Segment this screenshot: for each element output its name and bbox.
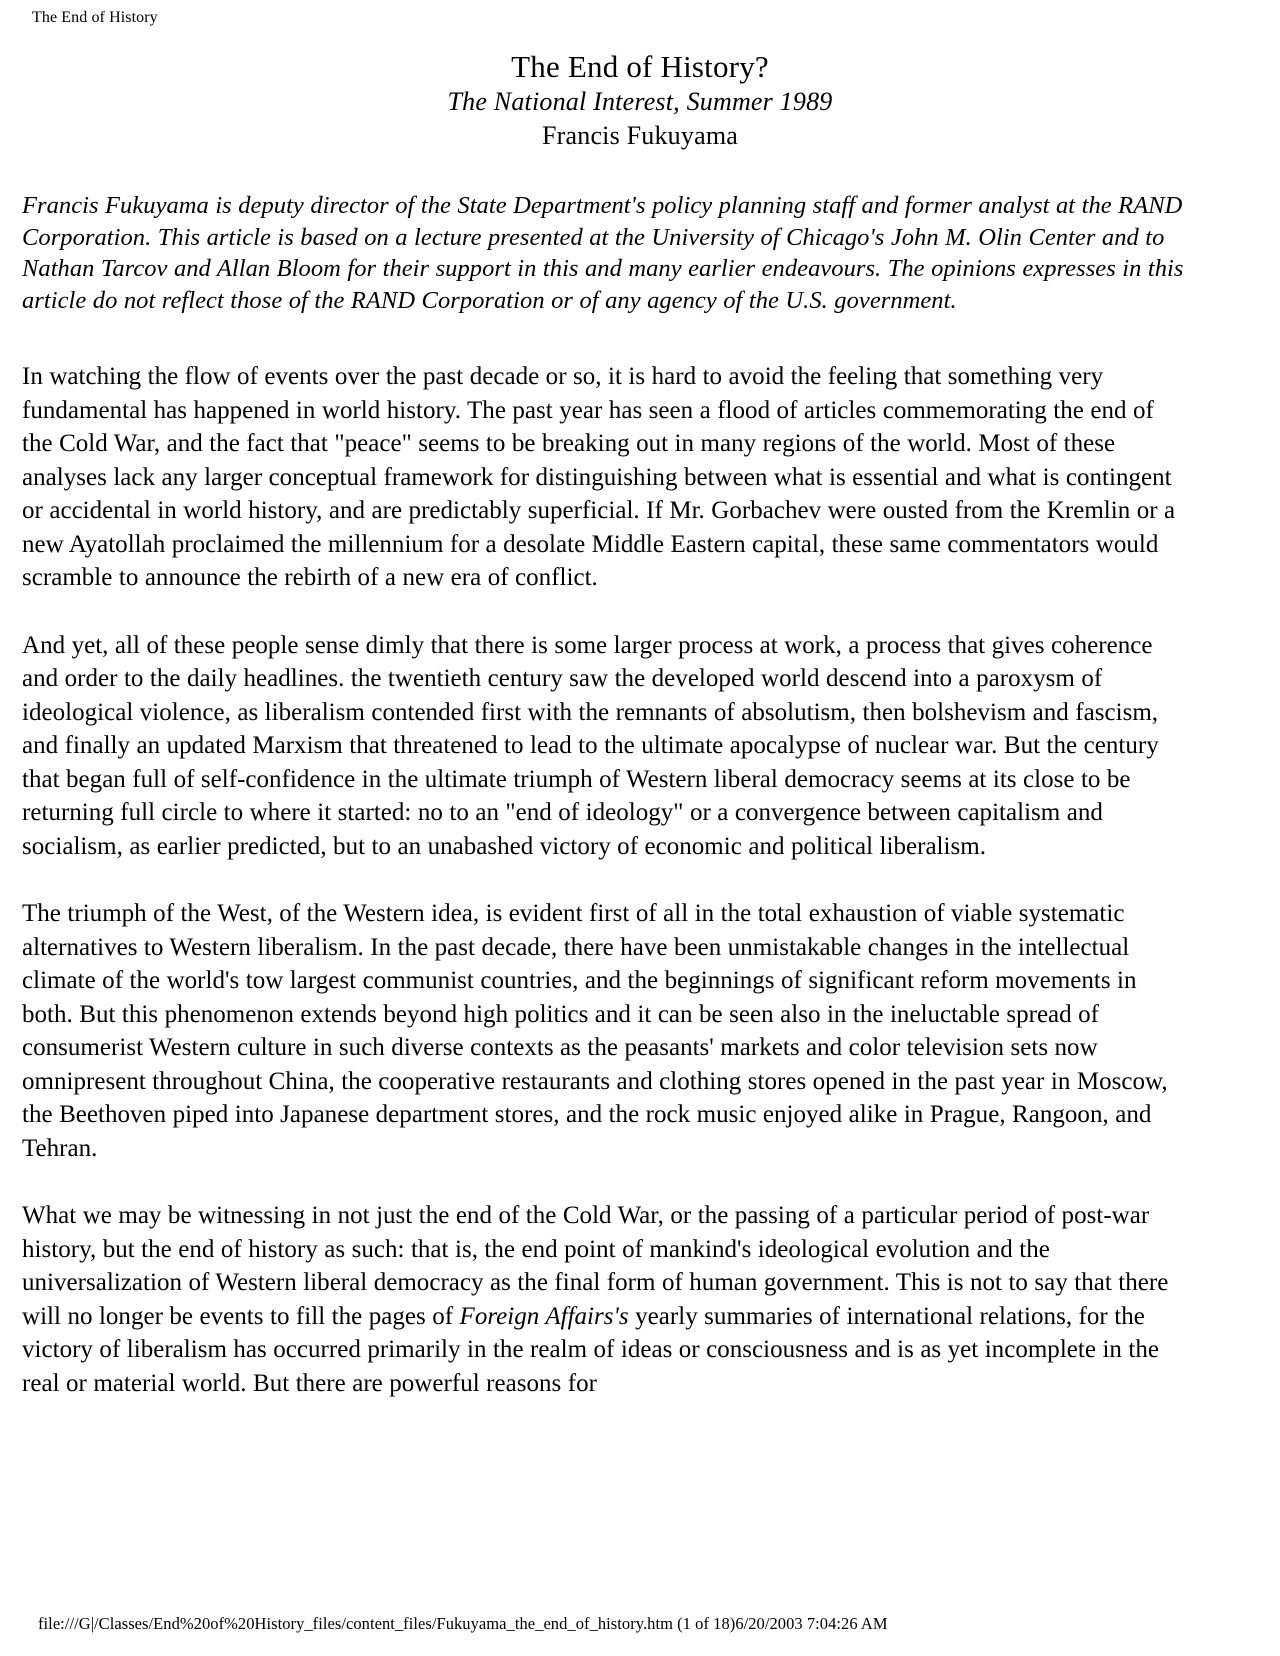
body-paragraph-4-text-after-citation: yearly summaries of international relations, for the victory of liberalism has occurred primarily in the realm of ideas or consciousness and is as yet incomplete in the real or material world. But there are powerful reasons for: [22, 1302, 1160, 1397]
article-body: [22, 190, 1190, 1400]
page-title: The End of History?: [511, 49, 769, 84]
body-paragraph-2: And yet, all of these people sense dimly that there is some larger process at work, a process that gives coherence and order to the daily headlines. the twentieth century saw the developed world descend into a paroxysm of ideological violence, as liberalism contended first with the remnants of absolutism, then bolshevism and fascism, and finally an updated Marxism that threatened to lead to the ultimate apocalypse of nuclear war. But the century that began full of self-confidence in the ultimate triumph of Western liberal democracy seems at its close to be returning full circle to where it started: no to an "end of ideology" or a convergence between capitalism and socialism, as earlier predicted, but to an unabashed victory of economic and political liberalism.: [22, 631, 1159, 860]
running-header: The End of History: [32, 9, 158, 26]
body-paragraph-3: The triumph of the West, of the Western idea, is evident first of all in the total exhaustion of viable systematic alternatives to Western liberalism. In the past decade, there have been unmistakable changes in the intellectual climate of the world's tow largest communist countries, and the beginnings of significant reform movements in both. But this phenomenon extends beyond high politics and it can be seen also in the ineluctable spread of consumerist Western culture in such diverse contexts as the peasants' markets and color television sets now omnipresent throughout China, the cooperative restaurants and clothing stores opened in the past year in Moscow, the Beethoven piped into Japanese department stores, and the rock music enjoyed alike in Prague, Rangoon, and Tehran.: [22, 900, 1168, 1162]
body-paragraph-4: [22, 1199, 1190, 1400]
author-name: Francis Fukuyama: [541, 121, 738, 150]
journal-title-citation: Foreign Affairs's: [459, 1302, 629, 1330]
abstract-note: Francis Fukuyama is deputy director of the State Department's policy planning staff and former analyst at the RAND Corporation. This article is based on a lecture presented at the University of Chicago's John M. Olin Center and to Nathan Tarcov and Allan Bloom for their support in this and many earlier endeavours. The opinions expresses in this article do not reflect those of the RAND Corporation or of any agency of the U.S. government.: [22, 192, 1184, 314]
body-paragraph-4-text-before-citation: What we may be witnessing in not just the end of the Cold War, or the passing of a particular period of post-war history, but the end of history as such: that is, the end point of mankind's ideological evolution and the universalization of Western liberal democracy as the final form of human government. This is not to say that there will no longer be events to fill the pages of: [22, 1202, 1169, 1330]
title-block: [0, 48, 1280, 153]
footer-source-url: file:///G|/Classes/End%20of%20History_files/content_files/Fukuyama_the_end_of_history.htm (1 of 18)6/20/2003 7:04:26 AM: [38, 1614, 888, 1633]
body-paragraph-1: In watching the flow of events over the past decade or so, it is hard to avoid the feeling that something very fundamental has happened in world history. The past year has seen a flood of articles commemorating the end of the Cold War, and the fact that "peace" seems to be breaking out in many regions of the world. Most of these analyses lack any larger conceptual framework for distinguishing between what is essential and what is contingent or accidental in world history, and are predictably superficial. If Mr. Gorbachev were ousted from the Kremlin or a new Ayatollah proclaimed the millennium for a desolate Middle Eastern capital, these same commentators would scramble to announce the rebirth of a new era of conflict.: [22, 363, 1176, 591]
publication-subtitle: The National Interest, Summer 1989: [447, 87, 833, 116]
